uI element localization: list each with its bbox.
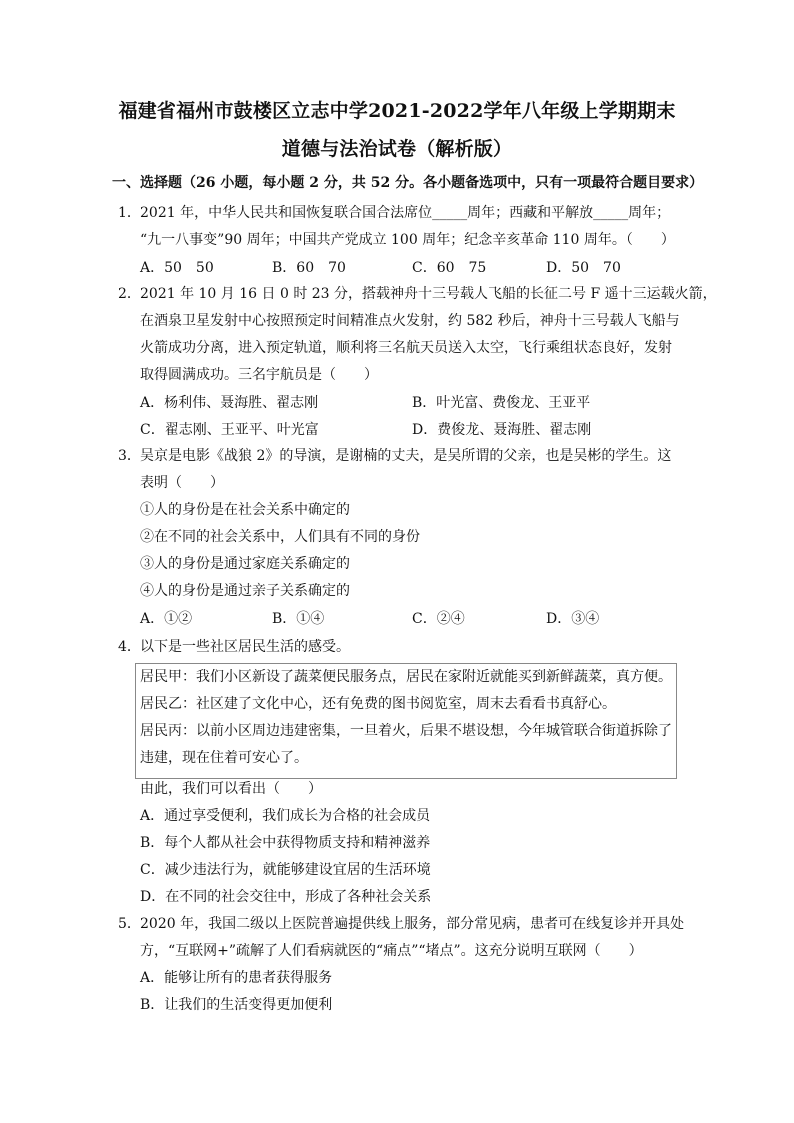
question-text: 2021 年，中华人民共和国恢复联合国合法席位_____周年；西藏和平解放_____周年； [140,205,671,221]
statement-item: ④人的身份是通过亲子关系确定的 [140,583,350,599]
question-text: 2021 年 10 月 16 日 0 时 23 分，搭载神舟十三号载人飞船的长征二号 F 遥十三运载火箭， [140,286,717,302]
option-b: B．每个人都从社会中获得物质支持和精神滋养 [140,835,431,851]
question-text-cont: 方，“互联网+”疏解了人们看病就医的“痛点”“堵点”。这充分说明互联网（ ） [140,943,643,959]
option-d: D．费俊龙、聂海胜、翟志刚 [412,422,592,438]
question-text-cont: 火箭成功分离，进入预定轨道，顺利将三名航天员送入太空，飞行乘组状态良好，发射 [140,340,672,356]
section-heading: 一、选择题（26 小题，每小题 2 分，共 52 分。各小题备选项中，只有一项最符合题目要求） [112,175,704,191]
question-5 [118,914,684,934]
option-c: C．减少违法行为，就能够建设宜居的生活环境 [140,862,431,878]
question-text-cont: 表明（ ） [140,475,224,491]
option-b: B．60 70 [272,260,346,276]
statement-item: ②在不同的社会关系中，人们具有不同的身份 [140,529,420,545]
question-number: 1． [118,205,141,221]
option-a: A．50 50 [140,260,214,276]
option-c: C．翟志刚、王亚平、叶光富 [140,422,319,438]
question-4 [118,637,350,657]
option-d: D．在不同的社会交往中，形成了各种社会关系 [140,889,432,905]
exam-title-line2: 道德与法治试卷（解析版） [281,138,513,160]
quote-line: 居民甲：我们小区新设了蔬菜便民服务点，居民在家附近就能买到新鲜蔬菜，真方便。 [140,669,672,685]
question-text-cont: 在酒泉卫星发射中心按照预定时间精准点火发射，约 582 秒后，神舟十三号载人飞船与 [140,313,680,329]
question-number: 5． [118,916,141,932]
option-a: A．通过享受便利，我们成长为合格的社会成员 [140,808,431,824]
question-text: 2020 年，我国二级以上医院普遍提供线上服务，部分常见病，患者可在线复诊并开具处 [140,916,685,932]
option-b: B．叶光富、费俊龙、王亚平 [412,395,591,411]
question-stem: 由此，我们可以看出（ ） [140,781,322,797]
option-d: D．50 70 [546,260,621,276]
option-a: A．能够让所有的患者获得服务 [140,970,333,986]
option-b: B．让我们的生活变得更加便利 [140,997,333,1013]
question-number: 2． [118,286,141,302]
option-c: C．②④ [412,611,465,627]
question-text: 吴京是电影《战狼 2》的导演，是谢楠的丈夫，是吴所谓的父亲，也是吴彬的学生。这 [140,448,672,464]
quote-line: 居民丙：以前小区周边违建密集，一旦着火，后果不堪设想，今年城管联合街道拆除了 [140,723,672,739]
question-1 [118,203,670,223]
question-3 [118,446,671,466]
option-d: D．③④ [546,611,600,627]
option-b: B．①④ [272,611,325,627]
question-text: 以下是一些社区居民生活的感受。 [140,639,350,655]
option-c: C．60 75 [412,260,487,276]
exam-title-line1: 福建省福州市鼓楼区立志中学2021-2022学年八年级上学期期末 [118,100,676,122]
question-number: 3． [118,448,141,464]
statement-item: ③人的身份是通过家庭关系确定的 [140,556,350,572]
question-2 [118,284,717,304]
statement-item: ①人的身份是在社会关系中确定的 [140,502,350,518]
quote-line: 违建，现在住着可安心了。 [140,750,308,766]
quote-line: 居民乙：社区建了文化中心，还有免费的图书阅览室，周末去看看书真舒心。 [140,696,616,712]
question-number: 4． [118,639,141,655]
option-a: A．杨利伟、聂海胜、翟志刚 [140,395,319,411]
question-text-cont: “九一八事变”90 周年；中国共产党成立 100 周年；纪念辛亥革命 110 周年。（ ） [140,232,675,248]
option-a: A．①② [140,611,193,627]
question-text-cont: 取得圆满成功。三名宇航员是（ ） [140,367,378,383]
